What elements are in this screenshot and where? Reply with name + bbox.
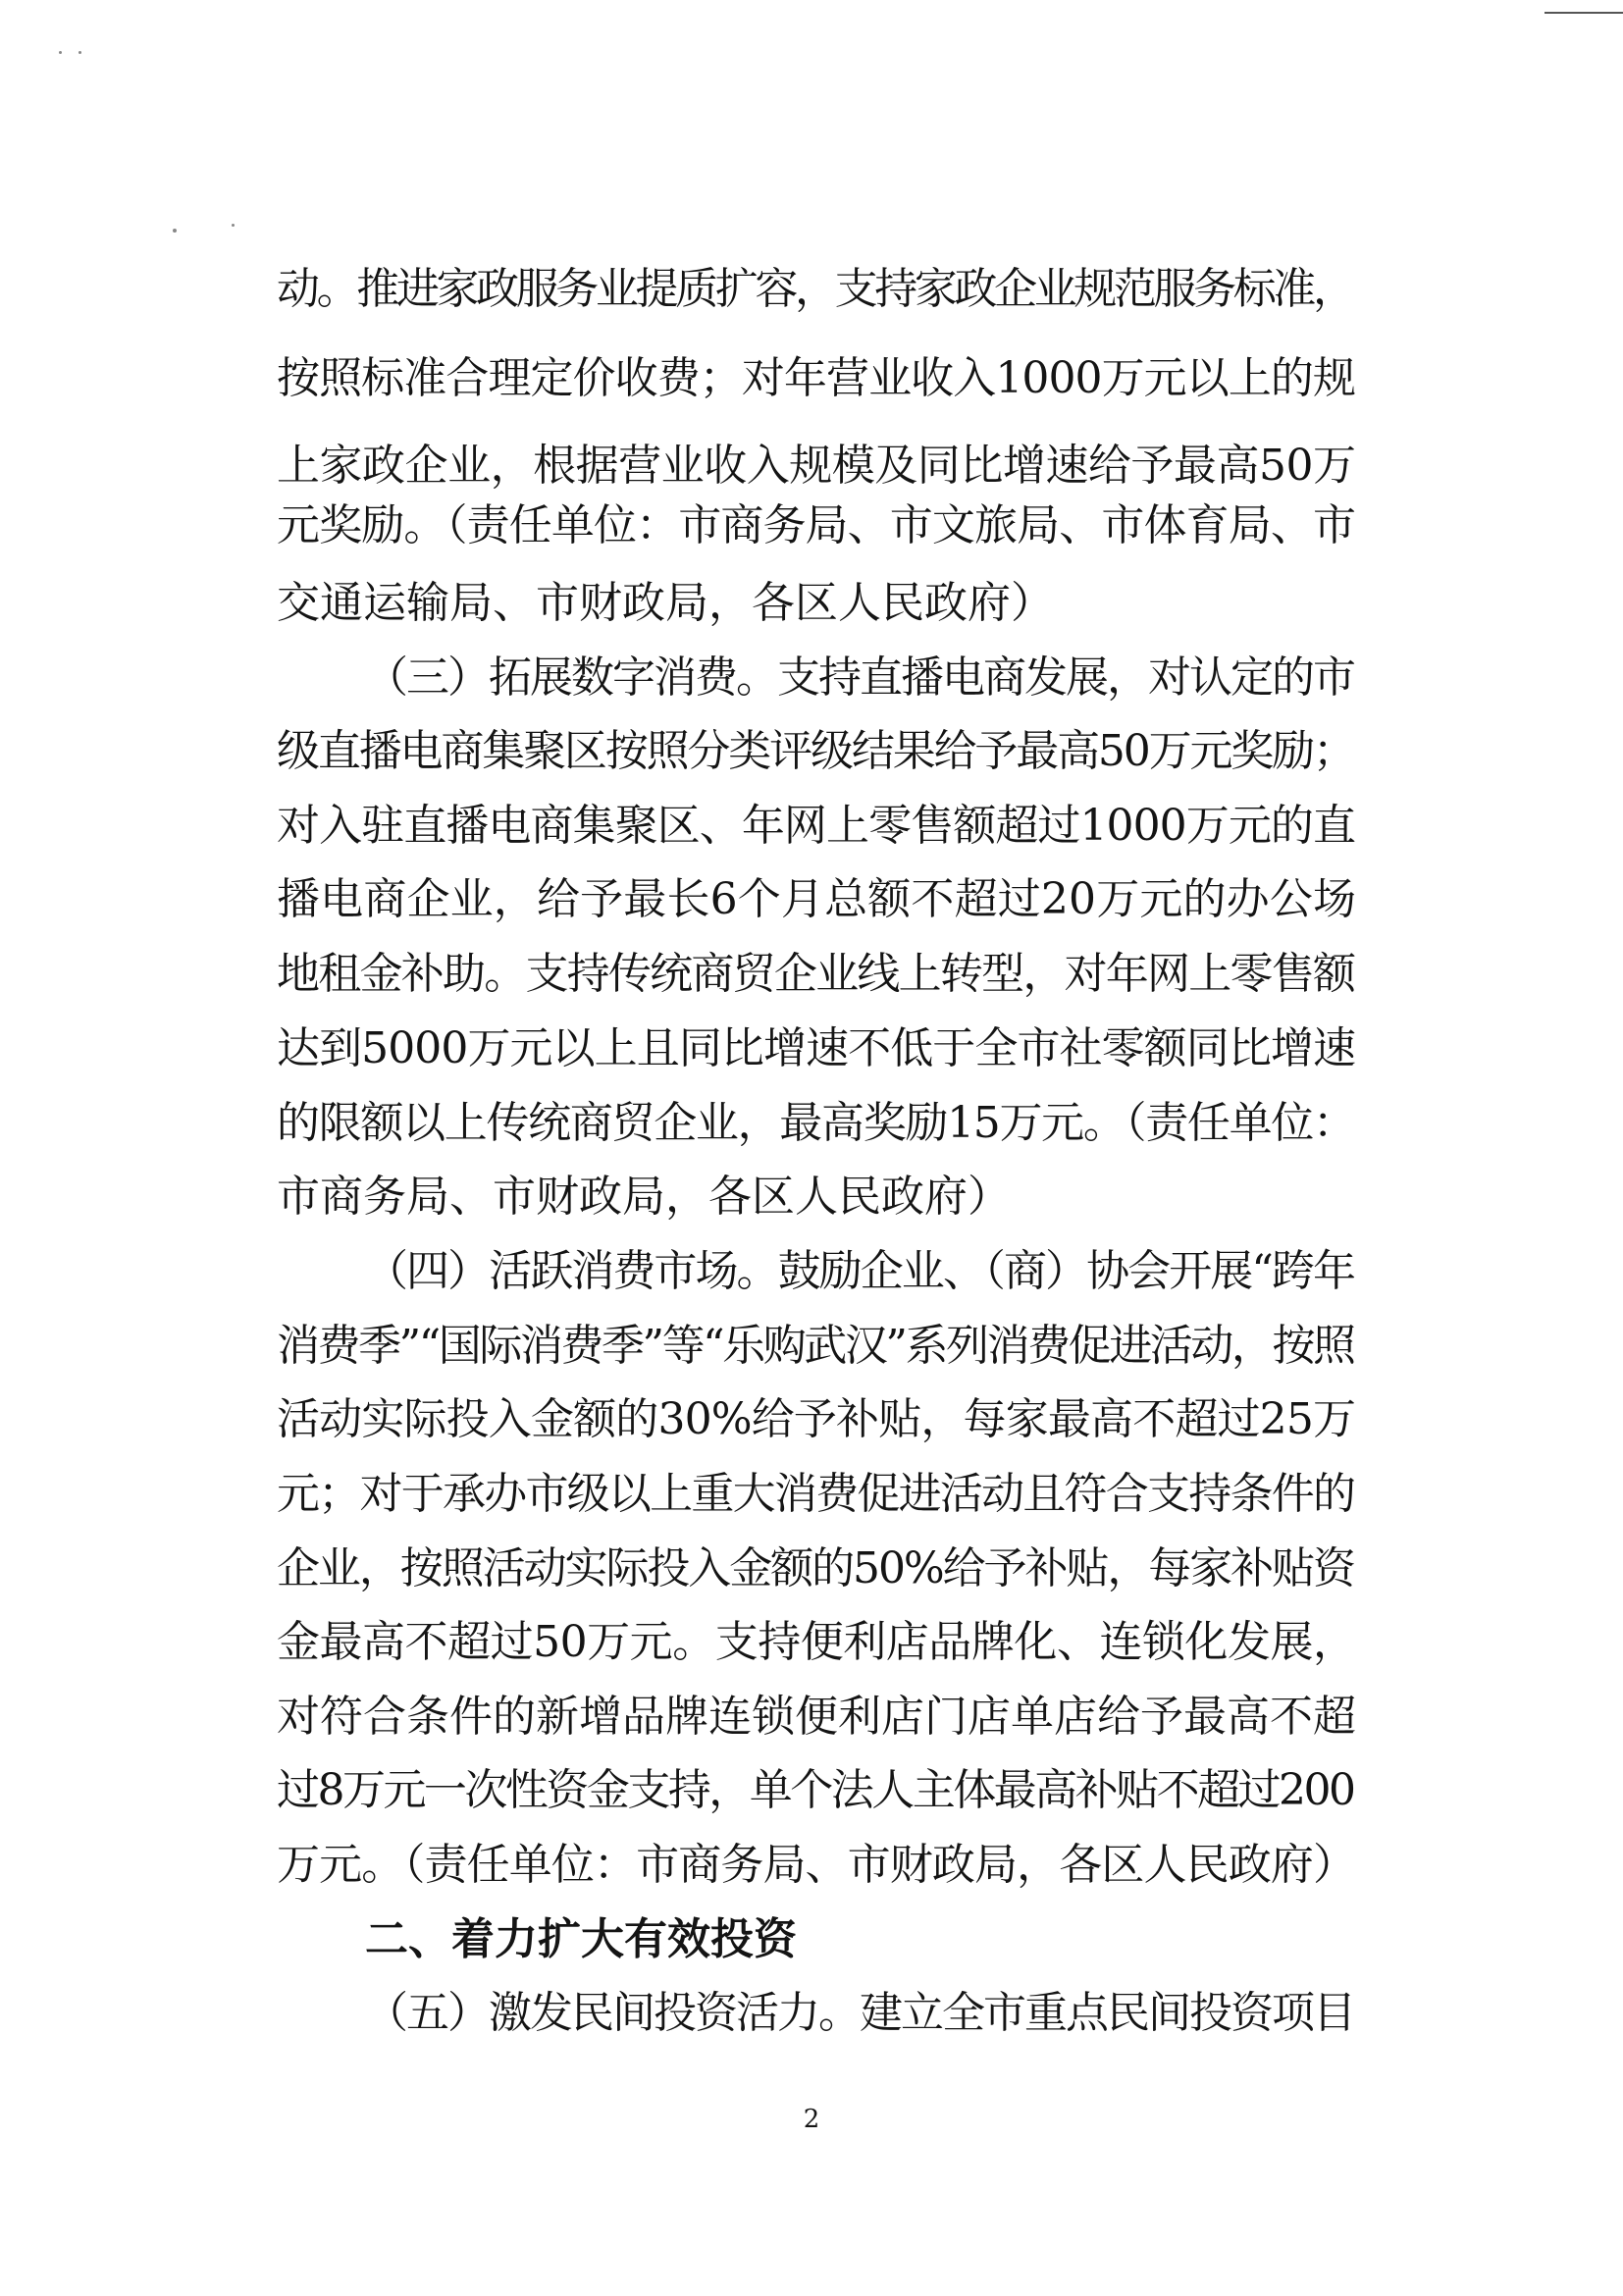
body-line: 交通运输局、市财政局，各区人民政府） (277, 578, 1054, 628)
body-line: 企业，按照活动实际投入金额的50%给予补贴，每家补贴资 (277, 1543, 1354, 1593)
body-line: 万元。（责任单位：市商务局、市财政局，各区人民政府） (277, 1840, 1356, 1890)
body-line: （三）拓展数字消费。支持直播电商发展，对认定的市 (365, 652, 1354, 703)
body-line: 上家政企业，根据营业收入规模及同比增速给予最高50万 (277, 441, 1356, 491)
body-line: 级直播电商集聚区按照分类评级结果给予最高50万元奖励； (277, 726, 1354, 776)
body-line: 对符合条件的新增品牌连锁便利店门店单店给予最高不超 (277, 1692, 1356, 1742)
scan-speck (59, 51, 62, 54)
body-line: 元；对于承办市级以上重大消费促进活动且符合支持条件的 (277, 1469, 1355, 1519)
section-heading: 二、着力扩大有效投资 (365, 1914, 797, 1964)
body-line: 达到5000万元以上且同比增速不低于全市社零额同比增速 (277, 1023, 1356, 1073)
body-line: 的限额以上传统商贸企业，最高奖励15万元。（责任单位： (277, 1098, 1355, 1148)
scan-speck (173, 229, 177, 233)
body-line: （五）激发民间投资活力。建立全市重点民间投资项目 (365, 1988, 1354, 2038)
body-line: 活动实际投入金额的30%给予补贴，每家最高不超过25万 (277, 1394, 1356, 1444)
body-line: 消费季”“国际消费季”等“乐购武汉”系列消费促进活动，按照 (277, 1321, 1354, 1371)
body-line: 金最高不超过50万元。支持便利店品牌化、连锁化发展， (277, 1617, 1356, 1667)
body-line: 动。推进家政服务业提质扩容，支持家政企业规范服务标准， (277, 264, 1353, 314)
scan-speck (232, 224, 235, 227)
body-line: 市商务局、市财政局，各区人民政府） (277, 1172, 1011, 1222)
body-line: 过8万元一次性资金支持，单个法人主体最高补贴不超过200 (277, 1765, 1354, 1815)
body-line: 播电商企业，给予最长6个月总额不超过20万元的办公场 (277, 874, 1357, 924)
body-line: 元奖励。（责任单位：市商务局、市文旅局、市体育局、市 (277, 500, 1356, 550)
scan-mark-rule (1544, 12, 1623, 14)
body-line: 按照标准合理定价收费；对年营业收入1000万元以上的规 (277, 353, 1356, 403)
body-line: 地租金补助。支持传统商贸企业线上转型，对年网上零售额 (277, 949, 1355, 999)
page-number: 2 (803, 2105, 820, 2134)
body-line: 对入驻直播电商集聚区、年网上零售额超过1000万元的直 (277, 801, 1356, 851)
body-line: （四）活跃消费市场。鼓励企业、（商）协会开展“跨年 (365, 1246, 1355, 1296)
scan-speck (79, 51, 81, 54)
